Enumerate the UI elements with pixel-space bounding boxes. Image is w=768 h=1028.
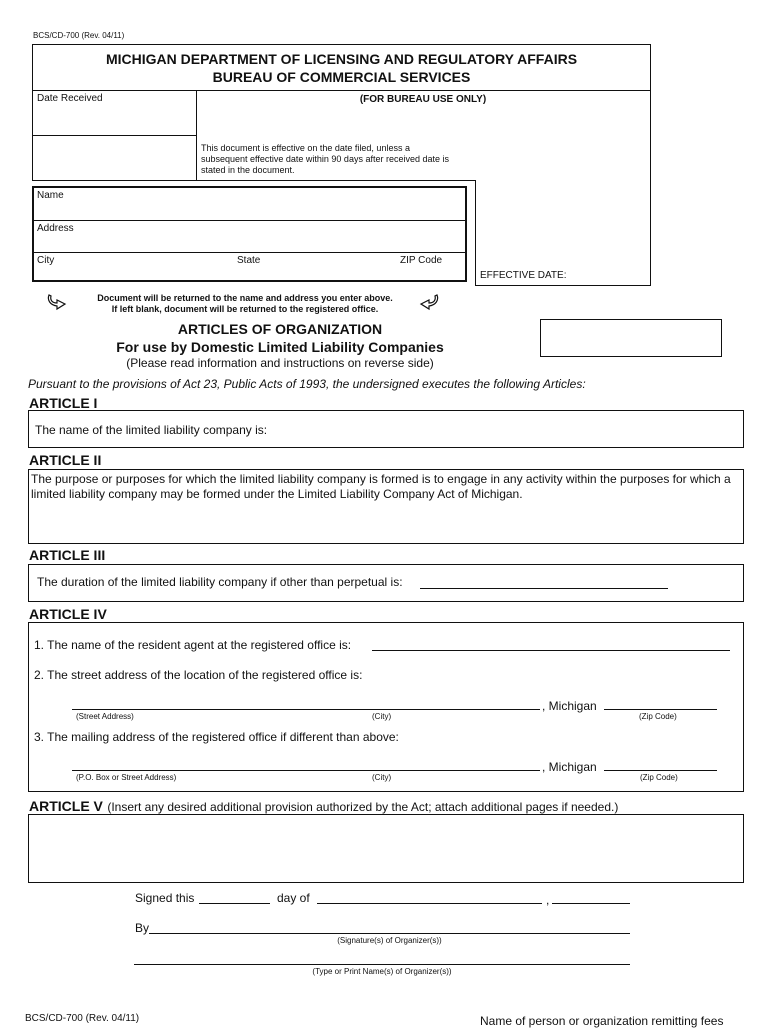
signed-year-line[interactable] <box>552 903 630 904</box>
signed-day-line[interactable] <box>199 903 270 904</box>
city-state-zip-field[interactable] <box>33 265 465 280</box>
form-code-footer: BCS/CD-700 (Rev. 04/11) <box>25 1013 140 1024</box>
bureau-title: BUREAU OF COMMERCIAL SERVICES <box>212 69 471 85</box>
state-label: State <box>237 255 261 266</box>
michigan-label-1: , Michigan <box>542 699 597 713</box>
bureau-use-only-label: (FOR BUREAU USE ONLY) <box>359 94 487 105</box>
article2-heading: ARTICLE II <box>29 452 102 468</box>
by-label: By <box>135 921 150 935</box>
michigan-label-2: , Michigan <box>542 760 597 774</box>
form-code-top: BCS/CD-700 (Rev. 04/11) <box>33 31 125 40</box>
resident-agent-line[interactable] <box>372 650 730 651</box>
filing-number-box[interactable] <box>540 319 722 357</box>
form-title: ARTICLES OF ORGANIZATION <box>177 321 383 337</box>
signature-caption: (Signature(s) of Organizer(s)) <box>337 936 442 945</box>
signature-line[interactable] <box>149 933 630 934</box>
zip-caption-1: (Zip Code) <box>639 712 677 721</box>
article4-item3: 3. The mailing address of the registered office if different than above: <box>34 730 399 744</box>
date-received-label: Date Received <box>37 93 103 104</box>
remitter-label: Name of person or organization remitting fees <box>480 1014 724 1028</box>
po-box-caption: (P.O. Box or Street Address) <box>76 773 177 782</box>
effective-note: This document is effective on the date filed, unless a subsequent effective date within 90 days after received date is stated in the document. <box>201 143 449 175</box>
article5-heading: ARTICLE V <box>29 798 103 814</box>
printed-name-caption: (Type or Print Name(s) of Organizer(s)) <box>312 967 452 976</box>
preamble: Pursuant to the provisions of Act 23, Public Acts of 1993, the undersigned executes the following Articles: <box>28 377 586 391</box>
city-caption-2: (City) <box>372 773 392 782</box>
article4-heading: ARTICLE IV <box>29 606 107 622</box>
form-instructions: (Please read information and instructions on reverse side) <box>126 356 434 370</box>
zip-caption-2: (Zip Code) <box>640 773 678 782</box>
return-arrow-left-icon <box>46 292 72 312</box>
city-label: City <box>37 255 55 266</box>
day-of-label: day of <box>277 891 310 905</box>
registered-zip-line[interactable] <box>604 709 717 710</box>
effective-date-label: EFFECTIVE DATE: <box>480 270 567 281</box>
city-caption-1: (City) <box>372 712 392 721</box>
street-address-caption: (Street Address) <box>76 712 134 721</box>
signed-this-label: Signed this <box>135 891 195 905</box>
zip-label: ZIP Code <box>400 255 443 266</box>
mailing-zip-line[interactable] <box>604 770 717 771</box>
article4-item2: 2. The street address of the location of the registered office is: <box>34 668 363 682</box>
address-field[interactable] <box>33 233 465 251</box>
mailing-street-line[interactable] <box>72 770 540 771</box>
article2-text: The purpose or purposes for which the limited liability company is formed is to engage in any activity within the purposes for which a limited liability company may be formed under the Limited Liability Company Act of Michigan. <box>31 472 731 501</box>
date-comma: , <box>546 893 550 907</box>
name-field[interactable] <box>33 200 465 219</box>
article1-heading: ARTICLE I <box>29 395 98 411</box>
department-title: MICHIGAN DEPARTMENT OF LICENSING AND REGULATORY AFFAIRS <box>105 51 578 67</box>
return-note <box>72 293 418 315</box>
address-label: Address <box>37 223 74 234</box>
return-note-line1: Document will be returned to the name and address you enter above. <box>97 293 393 303</box>
article5-note: (Insert any desired additional provision authorized by the Act; attach additional pages if needed.) <box>107 800 619 814</box>
form-subtitle: For use by Domestic Limited Liability Companies <box>116 339 444 355</box>
article1-text: The name of the limited liability company is: <box>35 423 268 437</box>
name-label: Name <box>37 190 64 201</box>
printed-name-line[interactable] <box>134 964 630 965</box>
article3-text: The duration of the limited liability company if other than perpetual is: <box>37 575 403 589</box>
return-note-line2: If left blank, document will be returned to the registered office. <box>111 304 379 314</box>
duration-line[interactable] <box>420 588 668 589</box>
signed-month-line[interactable] <box>317 903 542 904</box>
article5-box[interactable] <box>28 814 744 883</box>
article3-heading: ARTICLE III <box>29 547 106 563</box>
registered-street-line[interactable] <box>72 709 540 710</box>
article4-item1: 1. The name of the resident agent at the registered office is: <box>34 638 352 652</box>
